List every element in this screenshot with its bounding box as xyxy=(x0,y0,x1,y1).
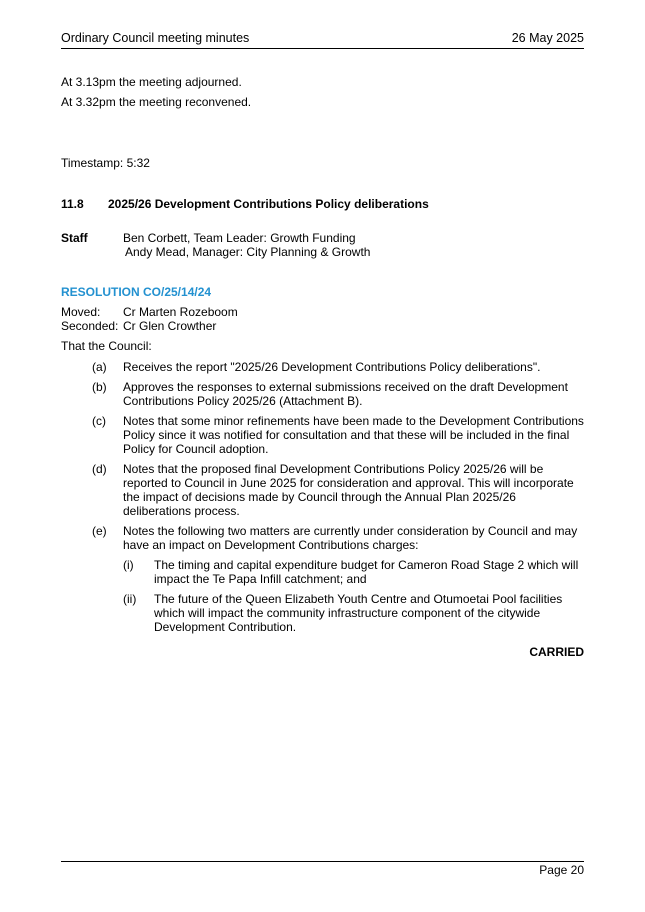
item-text-line: Receives the report "2025/26 Development Contributions Policy deliberations". xyxy=(123,360,541,374)
item-text-line: have an impact on Development Contributions charges: xyxy=(123,538,419,552)
subitem-text-line: The future of the Queen Elizabeth Youth Centre and Otumoetai Pool facilities xyxy=(154,592,563,606)
item-text-line: Policy since it was notified for consultation and that these will be included in the final xyxy=(123,428,570,442)
section-title: 2025/26 Development Contributions Policy deliberations xyxy=(108,197,429,211)
footer-rule xyxy=(61,861,584,862)
staff-label: Staff xyxy=(61,231,88,245)
page-number: Page 20 xyxy=(539,863,584,877)
subitem-text-line: impact the Te Papa Infill catchment; and xyxy=(154,572,367,586)
item-text-line: Notes that some minor refinements have been made to the Development Contributions xyxy=(123,414,584,428)
item-text-line: Contributions Policy 2025/26 (Attachment B). xyxy=(123,394,363,408)
reconvened-text: At 3.32pm the meeting reconvened. xyxy=(61,95,252,109)
section-heading xyxy=(61,197,429,212)
item-label: (a) xyxy=(92,360,107,374)
seconded-value: Cr Glen Crowther xyxy=(123,319,217,333)
item-text-line: reported to Council in June 2025 for consideration and approval. This will incorporate xyxy=(123,476,574,490)
header-rule xyxy=(61,48,584,49)
subitem-text-line: which will impact the community infrastructure component of the citywide xyxy=(154,606,541,620)
item-text-line: deliberations process. xyxy=(123,504,240,518)
item-text-line: Notes the following two matters are currently under consideration by Council and may xyxy=(123,524,578,538)
seconded-label: Seconded: xyxy=(61,319,119,333)
subitem-text-line: The timing and capital expenditure budget for Cameron Road Stage 2 which will xyxy=(154,558,579,572)
staff-line-1: Ben Corbett, Team Leader: Growth Funding xyxy=(123,231,356,245)
adjourned-text: At 3.13pm the meeting adjourned. xyxy=(61,75,242,89)
item-label: (e) xyxy=(92,524,107,538)
carried-label: CARRIED xyxy=(529,645,584,659)
subitem-label: (ii) xyxy=(123,592,137,606)
item-text-line: the impact of decisions made by Council through the Annual Plan 2025/26 xyxy=(123,490,516,504)
subitem-text-line: Development Contribution. xyxy=(154,620,297,634)
resolution-heading: RESOLUTION CO/25/14/24 xyxy=(61,285,212,299)
item-label: (c) xyxy=(92,414,106,428)
staff-line-2: Andy Mead, Manager: City Planning & Growth xyxy=(125,245,371,259)
moved-label: Moved: xyxy=(61,305,101,319)
item-text-line: Approves the responses to external submissions received on the draft Development xyxy=(123,380,568,394)
item-text-line: Notes that the proposed final Development Contributions Policy 2025/26 will be xyxy=(123,462,544,476)
header-title: Ordinary Council meeting minutes xyxy=(61,31,250,45)
item-text-line: Policy for Council adoption. xyxy=(123,442,269,456)
header-date: 26 May 2025 xyxy=(511,31,584,45)
subitem-label: (i) xyxy=(123,558,134,572)
moved-value: Cr Marten Rozeboom xyxy=(123,305,238,319)
timestamp-text: Timestamp: 5:32 xyxy=(61,156,150,170)
that-council-text: That the Council: xyxy=(61,339,152,353)
item-label: (d) xyxy=(92,462,107,476)
item-label: (b) xyxy=(92,380,107,394)
section-number: 11.8 xyxy=(61,197,84,211)
page-header xyxy=(61,31,584,48)
